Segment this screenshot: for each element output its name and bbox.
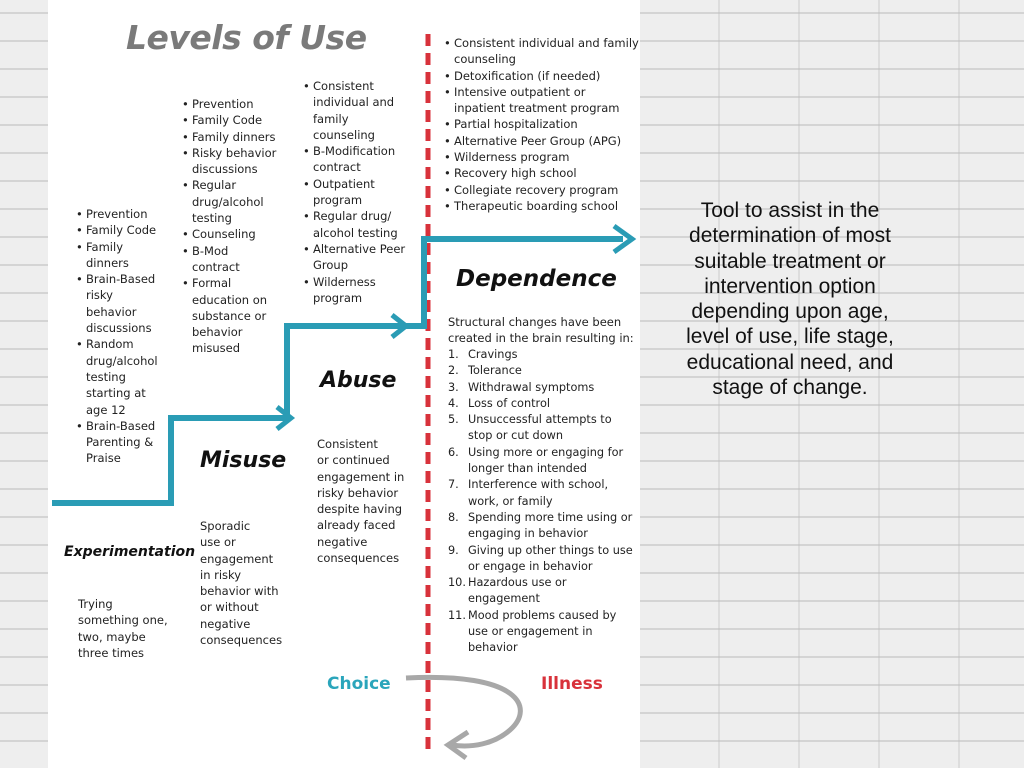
misuse-description: Sporadic use or engagement in risky behavior with or without negative consequences xyxy=(200,519,283,648)
stage-label-misuse: Misuse xyxy=(200,448,287,473)
abuse-interventions xyxy=(303,78,413,306)
list-item: • Regular drug/ alcohol testing xyxy=(303,208,413,241)
criteria-text: Using more or engaging for longer than intended xyxy=(468,445,624,476)
list-item: • Recovery high school xyxy=(444,165,639,181)
list-item: • Therapeutic boarding school xyxy=(444,198,639,214)
criteria-text: Withdrawal symptoms xyxy=(468,380,595,394)
list-item: • Alternative Peer Group xyxy=(303,241,413,274)
list-item: • B-Modification contract xyxy=(303,143,413,176)
criteria-item xyxy=(448,477,638,510)
criteria-number: 4. xyxy=(448,396,459,410)
criteria-number: 2. xyxy=(448,364,459,378)
list-item: • Counseling xyxy=(182,226,277,242)
criteria-number: 5. xyxy=(448,413,459,427)
criteria-item xyxy=(448,608,638,657)
list-item: • Regular drug/alcohol testing xyxy=(182,177,277,226)
criteria-item xyxy=(448,412,638,445)
list-item: • Intensive outpatient or inpatient treatment program xyxy=(444,84,639,117)
abuse-description: Consistent or continued engagement in risky behavior despite having already faced negative consequences xyxy=(317,437,405,566)
list-item: • Wilderness program xyxy=(303,274,413,307)
criteria-item xyxy=(448,510,638,543)
criteria-number: 8. xyxy=(448,510,459,524)
list-item: • Family Code xyxy=(76,222,166,238)
list-item: • Brain-Based Parenting & Praise xyxy=(76,418,166,467)
criteria-item xyxy=(448,363,638,379)
list-item: • Random drug/alcohol testing starting at age 12 xyxy=(76,336,166,417)
criteria-text: Mood problems caused by use or engagement in behavior xyxy=(468,608,617,655)
criteria-number: 11. xyxy=(448,608,466,622)
criteria-text: Cravings xyxy=(468,348,518,361)
criteria-number: 3. xyxy=(448,380,459,394)
criteria-item xyxy=(448,543,638,576)
criteria-number: 1. xyxy=(448,348,459,361)
dependence-intro: Structural changes have been created in the brain resulting in: xyxy=(448,315,634,346)
experimentation-description: Trying something one, two, maybe three times xyxy=(78,597,168,660)
dependence-interventions xyxy=(444,35,639,214)
list-item: • Alternative Peer Group (APG) xyxy=(444,133,639,149)
list-item: • Detoxification (if needed) xyxy=(444,68,639,84)
criteria-text: Tolerance xyxy=(468,364,522,378)
misuse-interventions xyxy=(182,96,277,357)
criteria-item xyxy=(448,396,638,412)
list-item: • Consistent individual and family counseling xyxy=(303,78,413,143)
list-item: • Collegiate recovery program xyxy=(444,182,639,198)
list-item: • B-Mod contract xyxy=(182,243,277,276)
criteria-item xyxy=(448,445,638,478)
list-item: • Outpatient program xyxy=(303,176,413,209)
criteria-text: Spending more time using or engaging in behavior xyxy=(468,510,633,541)
list-item: • Family dinners xyxy=(182,129,277,145)
criteria-text: Interference with school, work, or family xyxy=(468,478,609,508)
illness-label: Illness xyxy=(541,674,603,694)
criteria-text: Unsuccessful attempts to stop or cut down xyxy=(468,413,612,443)
list-item: • Formal education on substance or behavior misused xyxy=(182,275,277,356)
choice-label: Choice xyxy=(327,674,391,694)
criteria-text: Hazardous use or engagement xyxy=(468,576,567,606)
tool-description: Tool to assist in the determination of most suitable treatment or intervention option depending upon age, level of use, life stage, educational need, and stage of change. xyxy=(686,199,894,400)
list-item: • Family Code xyxy=(182,112,277,128)
criteria-number: 9. xyxy=(448,543,459,557)
list-item: • Prevention xyxy=(76,206,166,222)
dependence-criteria xyxy=(448,347,638,657)
list-item: • Risky behavior discussions xyxy=(182,145,277,178)
criteria-number: 10. xyxy=(448,576,466,590)
criteria-item xyxy=(448,347,638,363)
list-item: • Family dinners xyxy=(76,239,166,272)
list-item: • Partial hospitalization xyxy=(444,116,639,132)
criteria-text: Loss of control xyxy=(468,396,551,410)
stage-label-dependence: Dependence xyxy=(456,266,617,292)
criteria-text: Giving up other things to use or engage in behavior xyxy=(468,543,633,573)
criteria-number: 7. xyxy=(448,478,459,492)
list-item: • Prevention xyxy=(182,96,277,112)
criteria-item xyxy=(448,575,638,608)
criteria-number: 6. xyxy=(448,445,459,459)
list-item: • Brain-Based risky behavior discussions xyxy=(76,271,166,336)
list-item: • Wilderness program xyxy=(444,149,639,165)
experimentation-interventions xyxy=(76,206,166,467)
list-item: • Consistent individual and family counseling xyxy=(444,35,639,68)
stage-label-experimentation: Experimentation xyxy=(64,544,196,560)
criteria-item xyxy=(448,380,638,396)
stage-label-abuse: Abuse xyxy=(320,368,397,393)
page-title: Levels of Use xyxy=(126,18,367,57)
